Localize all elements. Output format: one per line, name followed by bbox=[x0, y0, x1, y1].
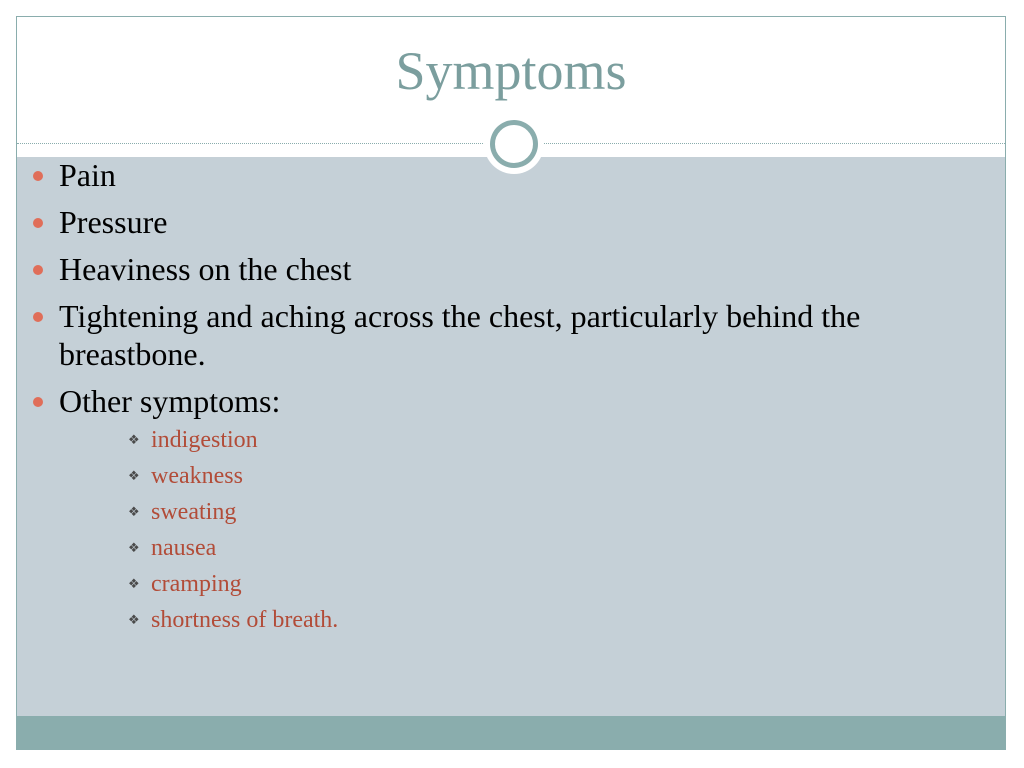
diamond-bullet-icon: ❖ bbox=[128, 541, 140, 556]
diamond-bullet-icon: ❖ bbox=[128, 613, 140, 628]
diamond-bullet-icon: ❖ bbox=[128, 469, 140, 484]
sub-bullet-text: cramping bbox=[151, 571, 242, 597]
sub-bullet-item bbox=[128, 458, 999, 494]
footer-band bbox=[17, 716, 1005, 750]
bullet-text: Other symptoms: bbox=[59, 383, 281, 419]
sub-bullet-text: indigestion bbox=[151, 427, 258, 453]
bullet-item bbox=[30, 203, 930, 241]
bullet-dot-icon bbox=[33, 397, 43, 407]
bullet-dot-icon bbox=[33, 312, 43, 322]
sub-bullet-item bbox=[128, 602, 999, 638]
bullet-dot-icon bbox=[33, 218, 43, 228]
diamond-bullet-icon: ❖ bbox=[128, 433, 140, 448]
diamond-bullet-icon: ❖ bbox=[128, 505, 140, 520]
bullet-list bbox=[30, 156, 930, 647]
sub-bullet-text: weakness bbox=[151, 463, 243, 489]
bullet-item bbox=[30, 250, 930, 288]
bullet-item bbox=[30, 297, 930, 373]
slide-title: Symptoms bbox=[395, 41, 627, 101]
sub-bullet-list bbox=[128, 422, 999, 638]
bullet-text: Pressure bbox=[59, 204, 168, 240]
sub-bullet-item bbox=[128, 566, 999, 602]
sub-bullet-text: sweating bbox=[151, 499, 237, 525]
bullet-dot-icon bbox=[33, 265, 43, 275]
bullet-text: Tightening and aching across the chest, particularly behind the breastbone. bbox=[59, 298, 861, 372]
bullet-item bbox=[30, 382, 930, 638]
sub-bullet-text: nausea bbox=[151, 535, 217, 561]
sub-bullet-text: shortness of breath. bbox=[151, 607, 339, 633]
bullet-item bbox=[30, 156, 930, 194]
bullet-text: Pain bbox=[59, 157, 116, 193]
sub-bullet-item bbox=[128, 494, 999, 530]
sub-bullet-item bbox=[128, 530, 999, 566]
diamond-bullet-icon: ❖ bbox=[128, 577, 140, 592]
bullet-dot-icon bbox=[33, 171, 43, 181]
sub-bullet-item bbox=[128, 422, 999, 458]
bullet-text: Heaviness on the chest bbox=[59, 251, 352, 287]
